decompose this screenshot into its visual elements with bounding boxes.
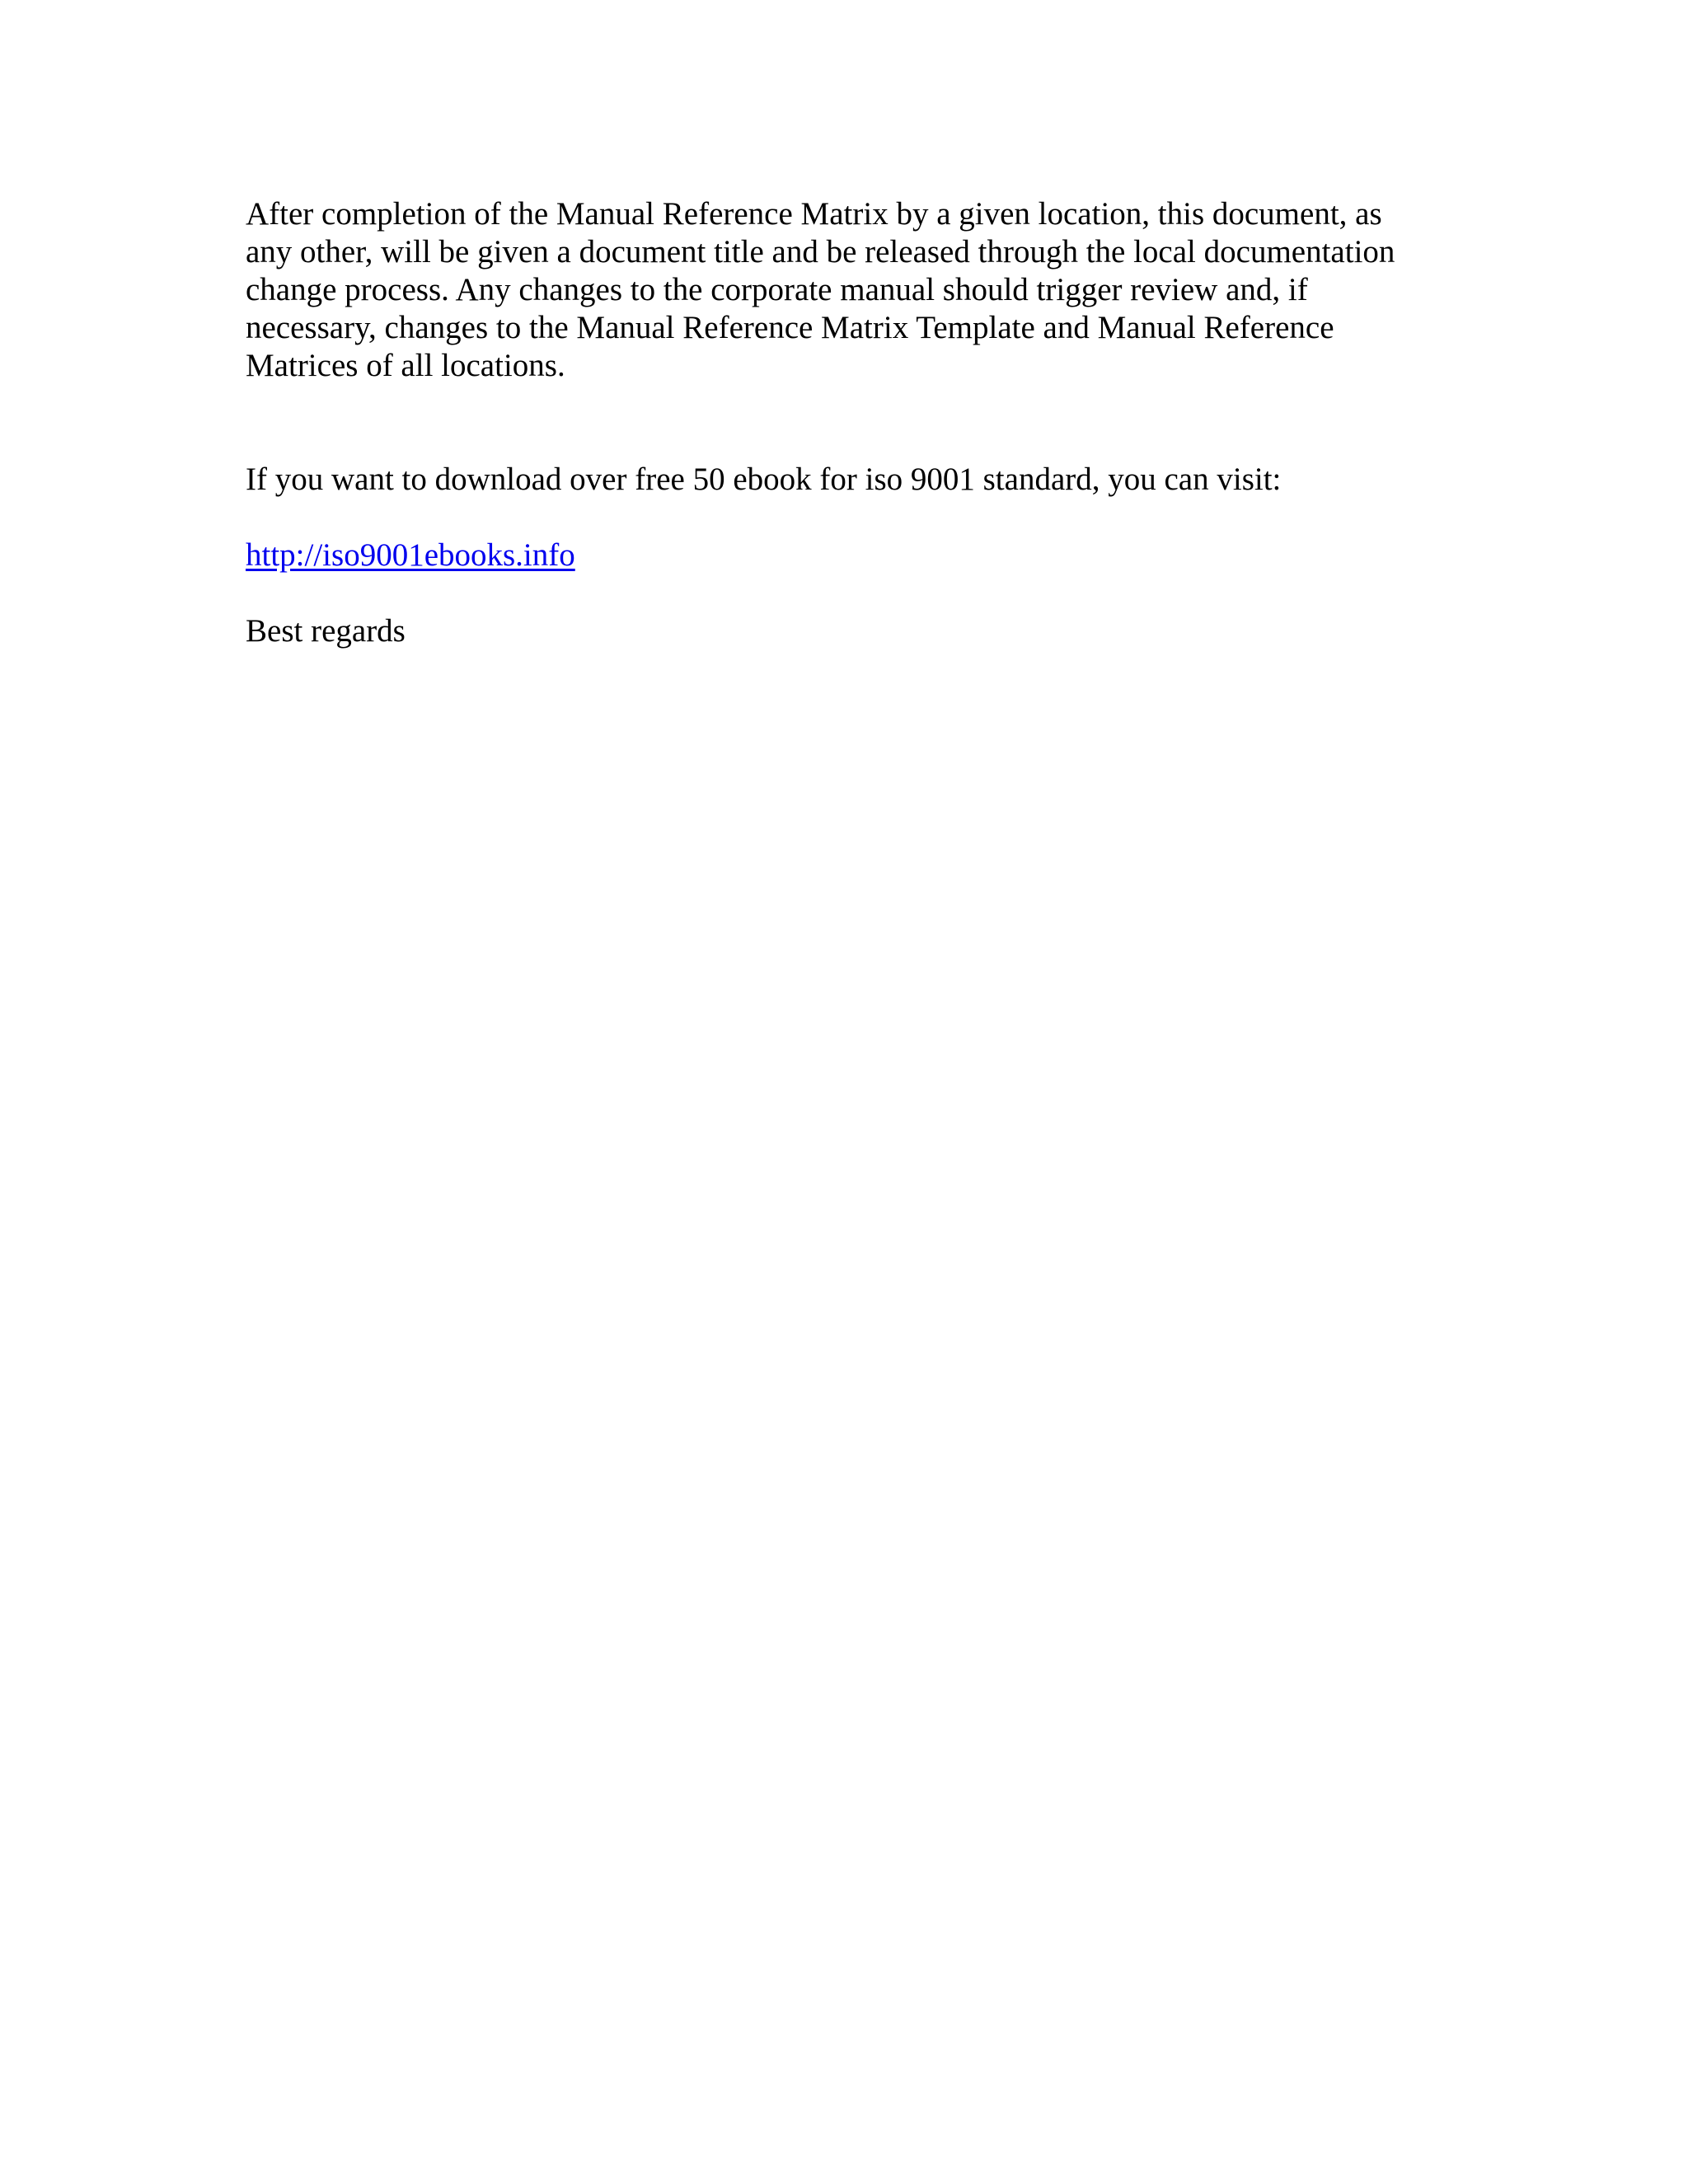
paragraph-download-offer <box>246 461 1449 499</box>
paragraph-line: Matrices of all locations. <box>246 348 565 383</box>
ebooks-link[interactable]: http://iso9001ebooks.info <box>246 537 575 573</box>
paragraph-line: necessary, changes to the Manual Reference Matrix Template and Manual Reference <box>246 310 1334 345</box>
paragraph-line: change process. Any changes to the corporate manual should trigger review and, if <box>246 272 1308 307</box>
paragraph-matrix-release <box>246 195 1449 385</box>
closing-line <box>246 612 1449 650</box>
document-body <box>246 195 1449 650</box>
paragraph-line: After completion of the Manual Reference Matrix by a given location, this document, as <box>246 196 1382 232</box>
paragraph-line: any other, will be given a document title and be released through the local documentation <box>246 234 1395 269</box>
paragraph-line: If you want to download over free 50 ebook for iso 9001 standard, you can visit: <box>246 462 1282 497</box>
closing-text: Best regards <box>246 613 406 649</box>
link-paragraph <box>246 537 1449 574</box>
